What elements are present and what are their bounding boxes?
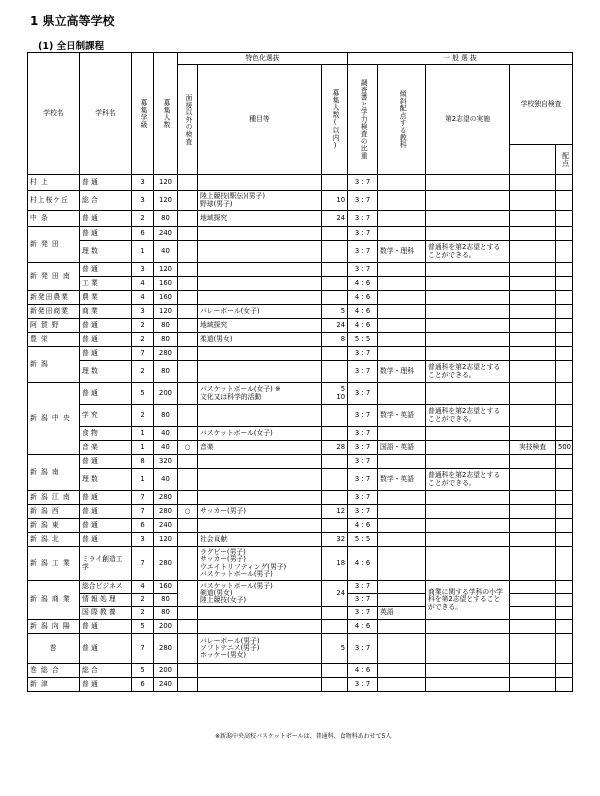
- capacity-cell: 120: [154, 305, 178, 319]
- school-name: 新 潟 西: [28, 505, 80, 519]
- capacity-cell: 40: [154, 441, 178, 455]
- classes-cell: 7: [132, 634, 154, 664]
- table-row: [28, 519, 573, 533]
- school-name: 新 潟 工 業: [28, 547, 80, 581]
- dept-name: 理 数: [80, 241, 132, 263]
- ratio-cell: 3 : 7: [348, 263, 378, 277]
- header-classes: 募集学級: [132, 53, 154, 175]
- classes-cell: 5: [132, 620, 154, 634]
- ratio-cell: 3 : 7: [348, 505, 378, 519]
- capacity-cell: 120: [154, 263, 178, 277]
- quota-cell: 5: [322, 305, 348, 319]
- incline-cell: 数学・理科: [378, 361, 426, 383]
- ratio-cell: 4 : 6: [348, 519, 378, 533]
- capacity-cell: 80: [154, 319, 178, 333]
- school-name: 新 潟 商 業: [28, 581, 80, 620]
- header-category: 種目等: [198, 65, 322, 175]
- header-capacity: 募集人数: [154, 53, 178, 175]
- header-ratio: 調査書と学力検査の比重: [348, 65, 378, 175]
- table-row: [28, 277, 573, 291]
- capacity-cell: 280: [154, 634, 178, 664]
- classes-cell: 5: [132, 664, 154, 678]
- dept-name: 普 通: [80, 678, 132, 692]
- ratio-cell: 3 : 7: [348, 634, 378, 664]
- table-row: [28, 427, 573, 441]
- second-choice-cell: 普通科を第2志望とすることができる。: [426, 361, 510, 383]
- classes-cell: 8: [132, 455, 154, 469]
- incline-cell: 英語: [378, 607, 426, 620]
- admissions-table: [27, 52, 573, 692]
- dept-name: 普 通: [80, 333, 132, 347]
- capacity-cell: 120: [154, 175, 178, 191]
- school-name: 新発田農業: [28, 291, 80, 305]
- dept-name: 国 際 教 養: [80, 607, 132, 620]
- classes-cell: 1: [132, 241, 154, 263]
- header-second: 第2志望の実施: [426, 65, 510, 175]
- school-name: 新 潟 向 陽: [28, 620, 80, 634]
- ratio-cell: 3 : 7: [348, 241, 378, 263]
- school-name: 新 潟 北: [28, 533, 80, 547]
- table-row: [28, 533, 573, 547]
- classes-cell: 4: [132, 581, 154, 594]
- dept-name: 普 通: [80, 211, 132, 227]
- table-row: [28, 347, 573, 361]
- ratio-cell: 4 : 6: [348, 305, 378, 319]
- category-cell: バレーボール(女子): [198, 305, 322, 319]
- quota-cell: 24: [322, 211, 348, 227]
- table-row: [28, 491, 573, 505]
- dept-name: 普 通: [80, 491, 132, 505]
- dept-name: 情 報 処 理: [80, 594, 132, 607]
- classes-cell: 5: [132, 383, 154, 405]
- ratio-cell: 4 : 6: [348, 620, 378, 634]
- table-row: [28, 263, 573, 277]
- table-row: [28, 405, 573, 427]
- ratio-cell: 3 : 7: [348, 227, 378, 241]
- quota-cell: 28: [322, 441, 348, 455]
- classes-cell: 2: [132, 607, 154, 620]
- dept-name: ミライ創造工学: [80, 547, 132, 581]
- category-cell: バレーボール(男子) ソフトテニス(男子) ホッケー(男女): [198, 634, 322, 664]
- school-name: 新 発 田: [28, 227, 80, 263]
- category-cell: サッカー(男子): [198, 505, 322, 519]
- dept-name: 総合ビジネス: [80, 581, 132, 594]
- school-name: 阿 賀 野: [28, 319, 80, 333]
- own-exam-cell: 実技検査: [510, 441, 556, 455]
- classes-cell: 2: [132, 405, 154, 427]
- section-title: (1) 全日制課程: [38, 41, 105, 52]
- ratio-cell: 3 : 7: [348, 175, 378, 191]
- capacity-cell: 200: [154, 620, 178, 634]
- ratio-cell: 3 : 7: [348, 427, 378, 441]
- table-row: [28, 634, 573, 664]
- header-other-exam: 面接以外の検査: [178, 65, 198, 175]
- ratio-cell: 3 : 7: [348, 405, 378, 427]
- capacity-cell: 240: [154, 227, 178, 241]
- capacity-cell: 280: [154, 347, 178, 361]
- school-name: 新 潟: [28, 347, 80, 383]
- classes-cell: 2: [132, 319, 154, 333]
- school-name: 巻: [28, 634, 80, 664]
- table-row: [28, 175, 573, 191]
- table-row: [28, 227, 573, 241]
- school-name: 豊 栄: [28, 333, 80, 347]
- school-name: 村 上: [28, 175, 80, 191]
- ratio-cell: 4 : 6: [348, 319, 378, 333]
- second-choice-cell: 普通科を第2志望とすることができる。: [426, 469, 510, 491]
- category-cell: 柔道(男女): [198, 333, 322, 347]
- page-title: 1 県立高等学校: [30, 14, 115, 28]
- capacity-cell: 240: [154, 519, 178, 533]
- capacity-cell: 160: [154, 581, 178, 594]
- classes-cell: 7: [132, 547, 154, 581]
- dept-name: 普 通: [80, 263, 132, 277]
- table-row: [28, 505, 573, 519]
- capacity-cell: 40: [154, 427, 178, 441]
- ratio-cell: 3 : 7: [348, 607, 378, 620]
- table-row: [28, 319, 573, 333]
- table-row: [28, 305, 573, 319]
- classes-cell: 7: [132, 491, 154, 505]
- ratio-cell: 4 : 6: [348, 547, 378, 581]
- category-cell: 地域探究: [198, 319, 322, 333]
- ratio-cell: 4 : 6: [348, 664, 378, 678]
- dept-name: 普 通: [80, 519, 132, 533]
- capacity-cell: 200: [154, 664, 178, 678]
- quota-cell: 12: [322, 505, 348, 519]
- dept-name: 普 通: [80, 505, 132, 519]
- capacity-cell: 40: [154, 469, 178, 491]
- table-row: [28, 211, 573, 227]
- dept-name: 普 通: [80, 455, 132, 469]
- classes-cell: 6: [132, 519, 154, 533]
- table-row: [28, 291, 573, 305]
- ratio-cell: 3 : 7: [348, 594, 378, 607]
- table-row: [28, 581, 573, 594]
- category-cell: バスケットボール(男子) 剣道(男女) 陸上競技(女子): [198, 581, 322, 607]
- classes-cell: 4: [132, 291, 154, 305]
- classes-cell: 3: [132, 191, 154, 211]
- dept-name: 農 業: [80, 291, 132, 305]
- dept-name: 商 業: [80, 305, 132, 319]
- quota-cell: 5 10: [322, 383, 348, 405]
- dept-name: 総 合: [80, 191, 132, 211]
- capacity-cell: 280: [154, 505, 178, 519]
- ratio-cell: 3 : 7: [348, 347, 378, 361]
- capacity-cell: 80: [154, 405, 178, 427]
- capacity-cell: 120: [154, 191, 178, 211]
- school-name: 巻 総 合: [28, 664, 80, 678]
- header-own-exam: 学校独自検査: [510, 65, 573, 145]
- incline-cell: 数学・英語: [378, 469, 426, 491]
- table-row: [28, 469, 573, 491]
- school-name: 新 潟 中 央: [28, 383, 80, 455]
- school-name: 新 潟 南: [28, 455, 80, 491]
- classes-cell: 2: [132, 594, 154, 607]
- ratio-cell: 3 : 7: [348, 191, 378, 211]
- ratio-cell: 5 : 5: [348, 333, 378, 347]
- category-cell: 地域探究: [198, 211, 322, 227]
- table-row: [28, 441, 573, 455]
- ratio-cell: 4 : 6: [348, 277, 378, 291]
- school-name: 村上桜ケ丘: [28, 191, 80, 211]
- incline-cell: 数学・理科: [378, 241, 426, 263]
- second-choice-cell: 普通科を第2志望とすることができる。: [426, 241, 510, 263]
- ratio-cell: 4 : 6: [348, 291, 378, 305]
- classes-cell: 1: [132, 441, 154, 455]
- capacity-cell: 80: [154, 594, 178, 607]
- dept-name: 理 数: [80, 469, 132, 491]
- classes-cell: 3: [132, 263, 154, 277]
- dept-name: 学 究: [80, 405, 132, 427]
- dept-name: 食 物: [80, 427, 132, 441]
- dept-name: 理 数: [80, 361, 132, 383]
- capacity-cell: 160: [154, 277, 178, 291]
- table-row: [28, 664, 573, 678]
- ratio-cell: 3 : 7: [348, 455, 378, 469]
- table-row: [28, 455, 573, 469]
- classes-cell: 7: [132, 505, 154, 519]
- classes-cell: 3: [132, 533, 154, 547]
- dept-name: 音 楽: [80, 441, 132, 455]
- category-cell: バスケットボール(女子): [198, 427, 322, 441]
- capacity-cell: 160: [154, 291, 178, 305]
- quota-cell: 32: [322, 533, 348, 547]
- classes-cell: 1: [132, 427, 154, 441]
- dept-name: 普 通: [80, 634, 132, 664]
- ratio-cell: 3 : 7: [348, 361, 378, 383]
- capacity-cell: 80: [154, 333, 178, 347]
- classes-cell: 4: [132, 277, 154, 291]
- quota-cell: 8: [322, 333, 348, 347]
- incline-cell: 国語・英語: [378, 441, 426, 455]
- dept-name: 普 通: [80, 227, 132, 241]
- table-header-row: [28, 53, 573, 65]
- table-row: [28, 620, 573, 634]
- school-name: 新 津: [28, 678, 80, 692]
- dept-name: 普 通: [80, 383, 132, 405]
- classes-cell: 3: [132, 305, 154, 319]
- dept-name: 工 業: [80, 277, 132, 291]
- ratio-cell: 3 : 7: [348, 491, 378, 505]
- table-row: [28, 547, 573, 581]
- second-choice-cell: 商業に関する学科の小学科を第2志望とすることができる。: [426, 581, 510, 620]
- quota-cell: 5: [322, 634, 348, 664]
- capacity-cell: 280: [154, 491, 178, 505]
- ratio-cell: 3 : 7: [348, 383, 378, 405]
- footnote: ※新潟中央高校バスケットボールは、普通科、食物科あわせて5人: [215, 733, 392, 740]
- table-row: [28, 333, 573, 347]
- category-cell: バスケットボール(女子) ※ 文化又は科学的活動: [198, 383, 322, 405]
- school-name: 中 条: [28, 211, 80, 227]
- capacity-cell: 120: [154, 533, 178, 547]
- dept-name: 普 通: [80, 620, 132, 634]
- quota-cell: 24: [322, 319, 348, 333]
- header-ippan: 一 般 選 抜: [348, 53, 573, 65]
- exam-mark: ○: [178, 505, 198, 519]
- capacity-cell: 40: [154, 241, 178, 263]
- category-cell: 陸上競技(駅伝)(男子) 野球(男子): [198, 191, 322, 211]
- table-row: [28, 383, 573, 405]
- dept-name: 普 通: [80, 319, 132, 333]
- ratio-cell: 5 : 5: [348, 533, 378, 547]
- capacity-cell: 320: [154, 455, 178, 469]
- header-tokushoku: 特色化選抜: [178, 53, 348, 65]
- ratio-cell: 3 : 7: [348, 211, 378, 227]
- category-cell: ラグビー(男子) サッカー(男子) ウエイトリフティング(男子) バスケットボール(男子): [198, 547, 322, 581]
- capacity-cell: 80: [154, 607, 178, 620]
- ratio-cell: 3 : 7: [348, 469, 378, 491]
- dept-name: 総 合: [80, 664, 132, 678]
- capacity-cell: 80: [154, 361, 178, 383]
- quota-cell: 18: [322, 547, 348, 581]
- school-name: 新 潟 江 南: [28, 491, 80, 505]
- ratio-cell: 3 : 7: [348, 581, 378, 594]
- school-name: 新 潟 東: [28, 519, 80, 533]
- header-own-blank: [510, 145, 556, 175]
- classes-cell: 3: [132, 175, 154, 191]
- school-name: 新 発 田 南: [28, 263, 80, 291]
- dept-name: 普 通: [80, 175, 132, 191]
- classes-cell: 7: [132, 347, 154, 361]
- category-cell: 音楽: [198, 441, 322, 455]
- capacity-cell: 200: [154, 383, 178, 405]
- header-points: 配点: [556, 145, 573, 175]
- dept-name: 普 通: [80, 533, 132, 547]
- header-dept: 学科名: [80, 53, 132, 175]
- header-incline: 傾斜配点する教科: [378, 65, 426, 175]
- ratio-cell: 3 : 7: [348, 678, 378, 692]
- quota-cell: 24: [322, 581, 348, 607]
- dept-name: 普 通: [80, 347, 132, 361]
- points-cell: 500: [556, 441, 573, 455]
- classes-cell: 1: [132, 469, 154, 491]
- classes-cell: 6: [132, 227, 154, 241]
- header-quota: 募集人数(以内): [322, 65, 348, 175]
- incline-cell: 数学・英語: [378, 405, 426, 427]
- school-name: 新発田商業: [28, 305, 80, 319]
- table-row: [28, 361, 573, 383]
- classes-cell: 2: [132, 361, 154, 383]
- capacity-cell: 80: [154, 211, 178, 227]
- classes-cell: 6: [132, 678, 154, 692]
- capacity-cell: 240: [154, 678, 178, 692]
- table-row: [28, 241, 573, 263]
- classes-cell: 2: [132, 333, 154, 347]
- exam-mark: ○: [178, 441, 198, 455]
- second-choice-cell: 普通科を第2志望とすることができる。: [426, 405, 510, 427]
- category-cell: 社会貢献: [198, 533, 322, 547]
- quota-cell: 10: [322, 191, 348, 211]
- classes-cell: 2: [132, 211, 154, 227]
- ratio-cell: 3 : 7: [348, 441, 378, 455]
- header-school: 学校名: [28, 53, 80, 175]
- table-row: [28, 678, 573, 692]
- table-row: [28, 191, 573, 211]
- capacity-cell: 280: [154, 547, 178, 581]
